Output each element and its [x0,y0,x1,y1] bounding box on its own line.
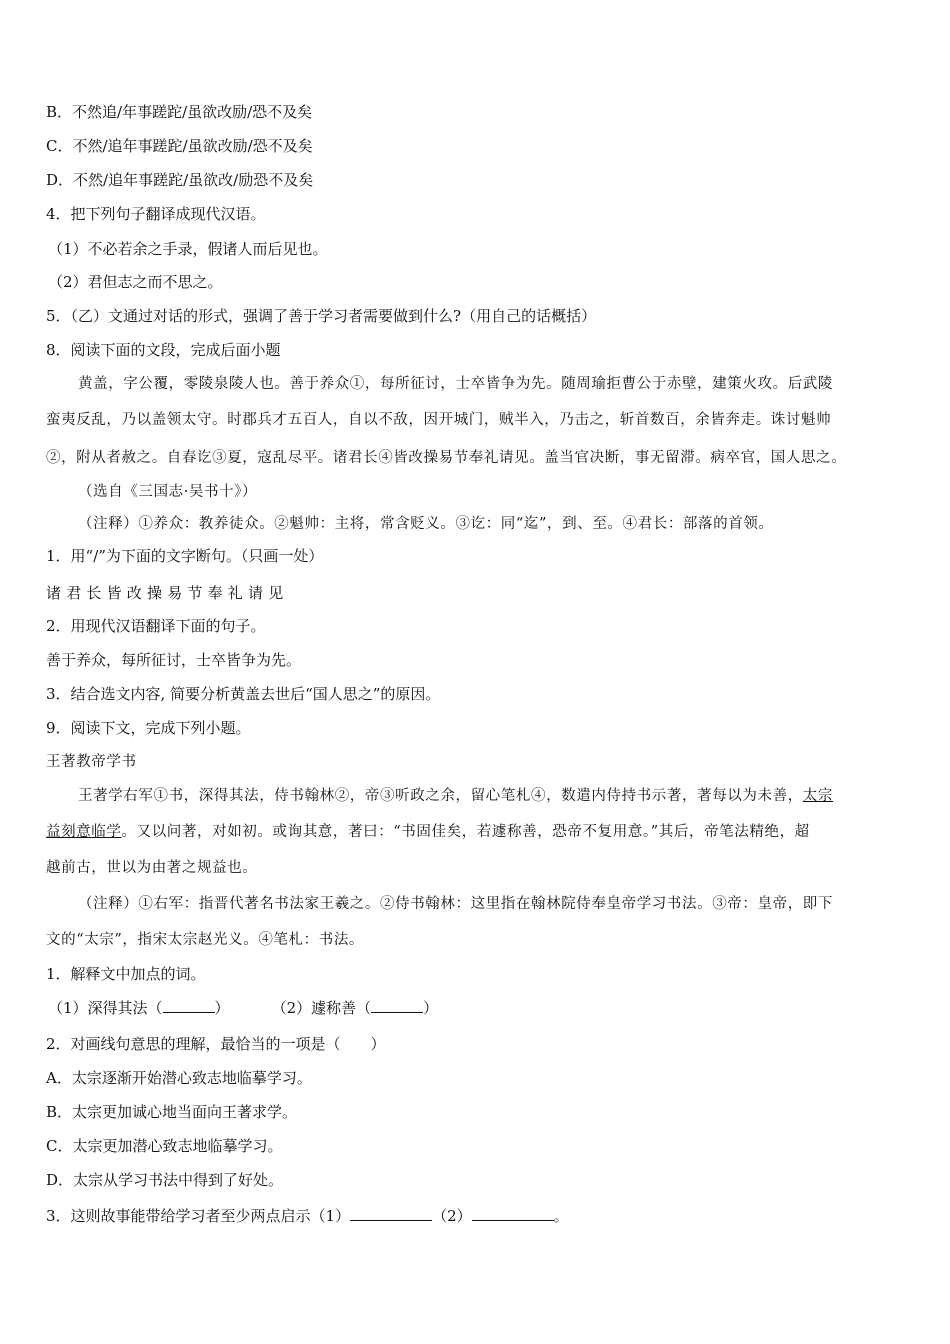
passage-9-notes-line-1: （注释）①右军：指晋代著名书法家王羲之。②侍书翰林：这里指在翰林院侍奉皇帝学习书法。③帝：皇帝，即下 [78,896,833,912]
option-d: D．不然/追年事蹉跎/虽欲改/励恐不及矣 [46,171,314,189]
section-8-question-1: 1．用“/”为下面的文字断句。（只画一处） [46,547,324,565]
section-8-question-3: 3．结合选文内容, 简要分析黄盖去世后“国人思之”的原因。 [46,685,441,703]
section-9-heading: 9．阅读下文，完成下列小题。 [46,719,251,737]
passage-9-line-1 [78,786,904,806]
section-9-title: 王著教帝学书 [46,754,137,770]
passage-8-source: （选自《三国志·吴书十》） [78,484,258,500]
q3-label-2: （2） [432,1207,472,1225]
q3-blank-1[interactable] [350,1206,432,1221]
section-9-question-1-items [48,998,904,1018]
q1-item-2-blank[interactable] [371,998,423,1013]
q1-item-1-label: （1）深得其法（ [48,999,163,1017]
q1-item-2-label: （2）遽称善（ [271,999,372,1017]
option-c: C．不然/追年事蹉跎/虽欲改励/恐不及矣 [46,137,313,155]
section-9-question-3 [46,1206,904,1226]
section-9-option-a: A．太宗逐渐开始潜心致志地临摹学习。 [46,1069,312,1087]
section-8-question-2: 2．用现代汉语翻译下面的句子。 [46,617,266,635]
question-4: 4．把下列句子翻译成现代汉语。 [46,205,266,223]
q3-label: 3．这则故事能带给学习者至少两点启示（1） [46,1207,351,1225]
section-8-question-1-text: 诸君长皆改操易节奉礼请见 [46,584,289,602]
section-9-option-d: D．太宗从学习书法中得到了好处。 [46,1171,284,1189]
passage-9-line-1-text: 王著学右军①书，深得其法，侍书翰林②，帝③听政之余，留心笔札④，数遣内侍持书示著，著每以为未善， [78,788,803,804]
q1-item-1-end: ） [214,999,230,1017]
passage-8-line-1: 黄盖，字公覆，零陵泉陵人也。善于养众①，每所征讨，士卒皆争为先。随周瑜拒曹公于赤壁，建策火攻。后武陵 [78,376,833,392]
q3-blank-2[interactable] [472,1206,554,1221]
section-9-question-1: 1．解释文中加点的词。 [46,965,206,983]
section-9-question-2: 2．对画线句意思的理解，最恰当的一项是（ ） [46,1035,386,1053]
section-9-option-c: C．太宗更加潜心致志地临摹学习。 [46,1137,283,1155]
underlined-sentence-part-2: 益刻意临学 [46,824,122,840]
question-4-item-2: （2）君但志之而不思之。 [48,273,223,291]
q1-item-2-end: ） [423,999,439,1017]
passage-9-notes-line-2: 文的“太宗”，指宋太宗赵光义。④笔札：书法。 [46,932,365,948]
section-9-option-b: B．太宗更加诚心地当面向王著求学。 [46,1103,298,1121]
passage-9-line-2 [46,822,904,842]
passage-9-line-2-text: 。又以问著，对如初。或询其意，著曰：“书固佳矣，若遽称善，恐帝不复用意。”其后，帝笔法精绝，超 [121,824,810,840]
q3-end: 。 [553,1207,569,1225]
option-b: B．不然追/年事蹉跎/虽欲改励/恐不及矣 [46,103,313,121]
passage-8-line-2: 蛮夷反乱，乃以盖领太守。时郡兵才五百人，自以不敌，因开城门，贼半入，乃击之，斩首数百，余皆奔走。诛讨魁帅 [46,412,832,428]
section-8-question-2-text: 善于养众，每所征讨，士卒皆争为先。 [46,651,302,669]
passage-9-line-3: 越前古，世以为由著之规益也。 [46,860,258,876]
passage-8-line-3: ②，附从者赦之。自春讫③夏，寇乱尽平。诸君长④皆改操易节奉礼请见。盖当官决断，事无留滞。病卒官，国人思之。 [46,450,847,466]
q1-item-1-blank[interactable] [163,998,215,1013]
question-5: 5．（乙）文通过对话的形式，强调了善于学习者需要做到什么?（用自己的话概括） [46,307,597,325]
question-4-item-1: （1）不必若余之手录，假诸人而后见也。 [48,240,328,258]
underlined-sentence-part-1: 太宗 [802,788,833,804]
section-8-heading: 8．阅读下面的文段，完成后面小题 [46,341,281,359]
passage-8-notes: （注释）①养众：教养徒众。②魁帅：主将，常含贬义。③讫：同“迄”，到、至。④君长：部落的首领。 [78,516,774,532]
